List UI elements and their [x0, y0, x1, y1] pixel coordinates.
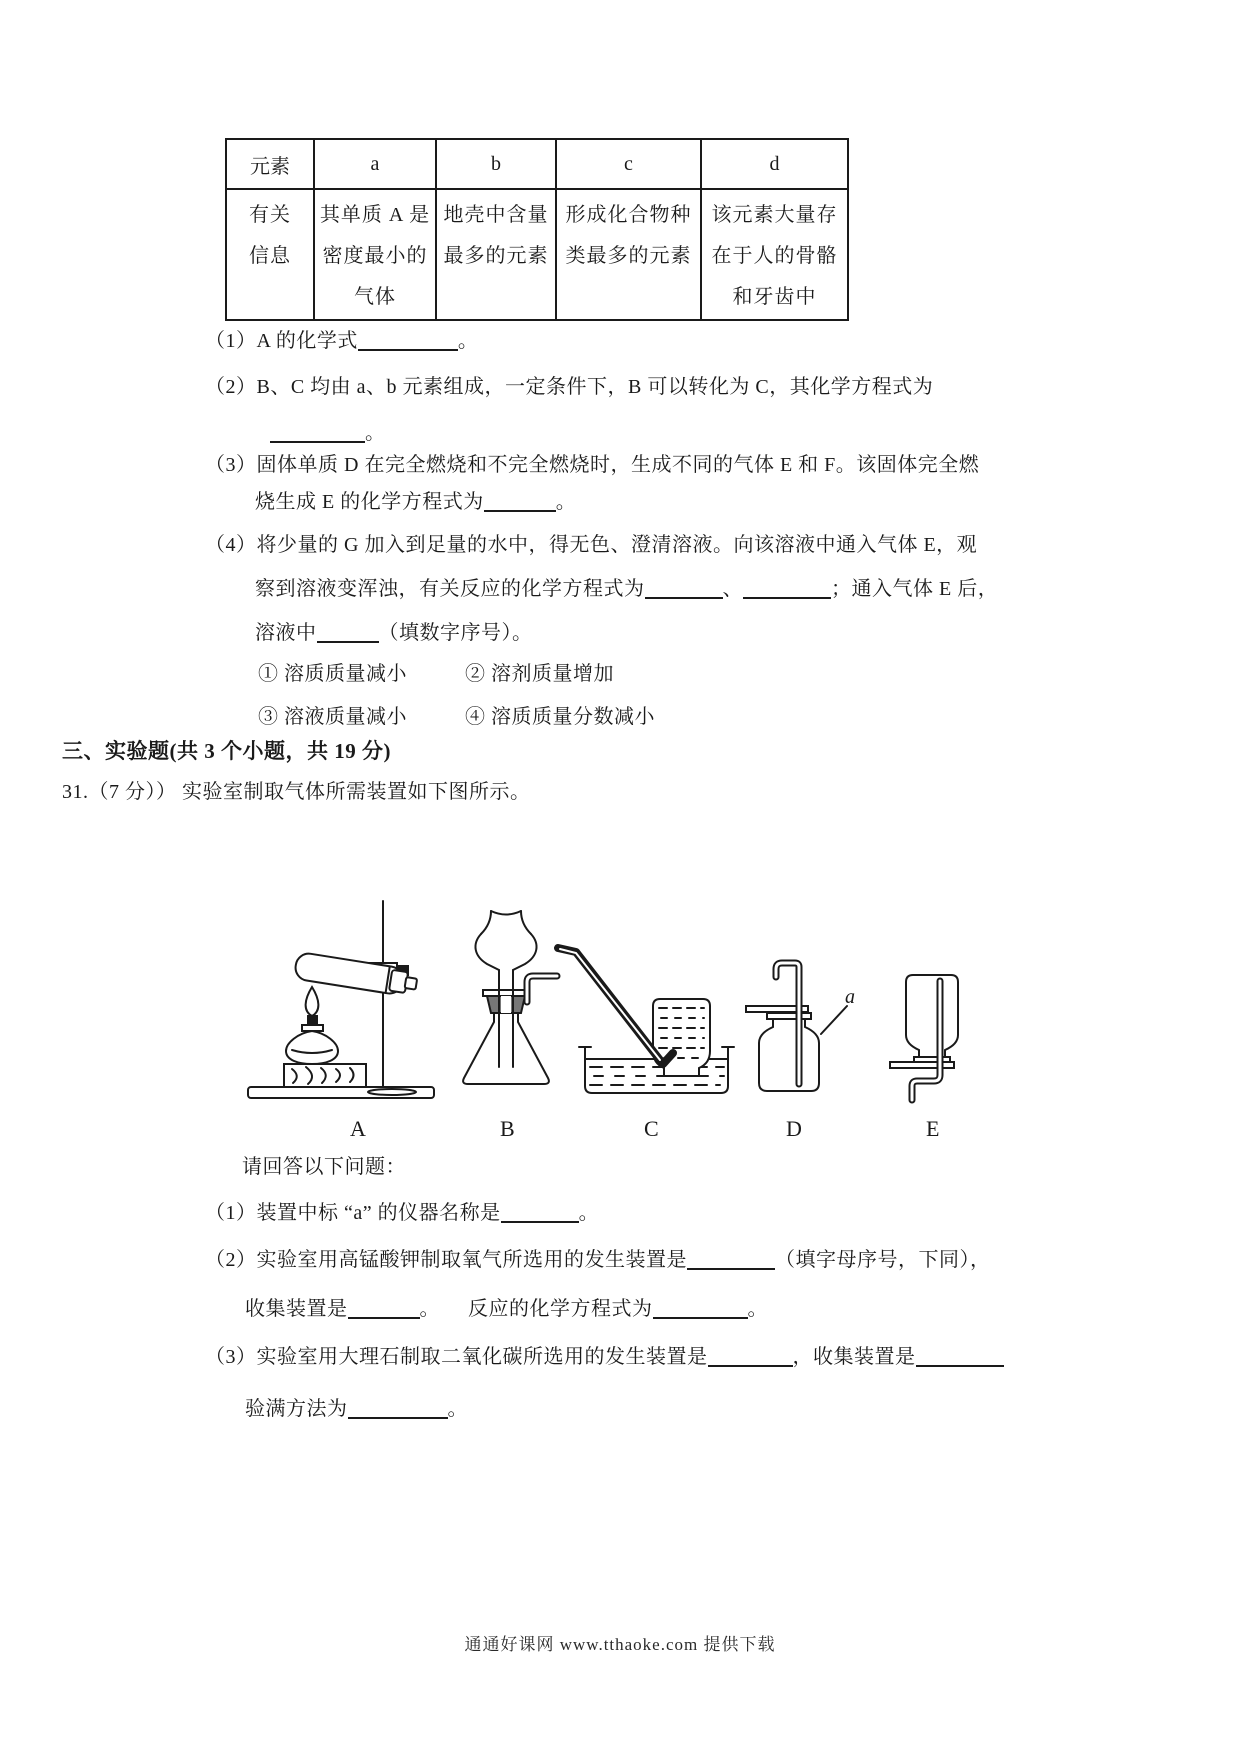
stem-gap	[501, 996, 511, 1013]
answer-blank	[708, 1347, 793, 1367]
water-dashes	[590, 1067, 724, 1085]
info-line: 在于人的骨骼	[711, 245, 838, 267]
q30-part4-text4: 溶液中	[255, 622, 317, 644]
punct: 。	[447, 1398, 468, 1420]
q31-prompt: 请回答以下问题：	[242, 1156, 406, 1178]
answer-blank	[687, 1250, 775, 1270]
info-line: 类最多的元素	[565, 245, 692, 267]
q30-part3-line1	[205, 452, 979, 479]
q31-part2-line1	[205, 1247, 991, 1274]
punct: 。	[457, 330, 479, 352]
header-cell-b: b	[436, 139, 556, 189]
answer-blank	[916, 1347, 1004, 1367]
device-label-C: C	[644, 1116, 659, 1141]
funnel-bulb	[513, 934, 537, 970]
alcohol-lamp	[286, 1031, 338, 1064]
q30-part1	[205, 328, 478, 355]
q31-part3-line2	[245, 1396, 468, 1423]
punct: 。	[365, 422, 386, 444]
device-label-E: E	[926, 1116, 940, 1141]
q31-part2-text3: 收集装置是	[245, 1298, 348, 1320]
q31-part2-text: （2）实验室用高锰酸钾制取氧气所选用的发生装置是	[205, 1249, 687, 1271]
q31-part3-line1	[205, 1344, 1004, 1371]
stand-foot	[368, 1089, 416, 1095]
header-cell-element: 元素	[226, 139, 314, 189]
device-label-A: A	[350, 1116, 366, 1141]
funnel-mouth	[481, 911, 491, 934]
info-line: 气体	[354, 286, 396, 308]
info-cell-d	[701, 189, 848, 320]
table-header-row	[226, 139, 848, 189]
header-cell-a: a	[314, 139, 436, 189]
q30-part2-text: （2）B、C 均由 a、b 元素组成，一定条件下，B 可以转化为 C，其化学方程式为	[205, 376, 934, 398]
q31-part3-text3: 验满方法为	[245, 1398, 348, 1420]
q30-part4-line3	[255, 620, 533, 647]
q31-part2-text4: 反应的化学方程式为	[468, 1298, 653, 1320]
option-1: ① 溶质质量减小	[258, 663, 407, 685]
table-info-row	[226, 189, 848, 320]
info-line: 其单质 A 是	[319, 204, 431, 226]
q30-part2-line2	[270, 420, 386, 447]
info-cell-b	[436, 189, 556, 320]
apparatus-A-heating-setup	[248, 901, 434, 1098]
q30-part4-text3: ；通入气体 E 后，	[831, 578, 999, 600]
punct: 。	[555, 491, 577, 513]
wick	[308, 1016, 317, 1025]
answer-blank	[501, 1203, 579, 1223]
answer-blank	[317, 623, 379, 643]
device-label-B: B	[500, 1116, 515, 1141]
apparatus-D-gas-bottle	[746, 963, 847, 1091]
answer-blank	[270, 423, 365, 443]
punct: 。	[578, 1202, 600, 1224]
device-label-D: D	[786, 1116, 802, 1141]
answer-blank	[348, 1399, 448, 1419]
label-leader-line	[821, 1006, 847, 1034]
q31-part3-text: （3）实验室用大理石制取二氧化碳所选用的发生装置是	[205, 1346, 708, 1368]
punct: 、	[722, 578, 743, 600]
q31-part3-text2: ，收集装置是	[792, 1346, 916, 1368]
flame	[306, 987, 319, 1016]
info-cell-a	[314, 189, 436, 320]
row-label-line: 信息	[249, 245, 291, 267]
row-label-line: 有关	[249, 204, 291, 226]
info-line: 最多的元素	[443, 245, 549, 267]
q30-part4-text2: 察到溶液变浑浊，有关反应的化学方程式为	[255, 578, 645, 600]
bottle-lip	[767, 1013, 811, 1019]
q30-part1-text: （1）A 的化学式	[205, 330, 358, 352]
device-labels-row	[240, 1116, 960, 1146]
punct: 。	[747, 1298, 768, 1320]
answer-blank	[484, 492, 556, 512]
q30-part4-text: （4）将少量的 G 加入到足量的水中，得无色、澄清溶液。向该溶液中通入气体 E，观	[205, 534, 978, 556]
info-line: 地壳中含量	[443, 204, 549, 226]
answer-blank	[653, 1299, 748, 1319]
erlenmeyer-flask	[463, 1013, 549, 1084]
q30-part4-line1	[205, 532, 977, 559]
q31-part2-line2	[245, 1296, 768, 1323]
diagram-pointer-label-a: a	[845, 986, 855, 1008]
q31-part2-text2: （填字母序号，下同），	[775, 1249, 991, 1271]
q30-part4-text5: （填数字序号）。	[378, 622, 533, 644]
apparatus-E-inverted-bottle	[890, 975, 958, 1100]
test-tube	[294, 952, 419, 998]
q30-part4-line2	[255, 576, 998, 603]
funnel-mouth	[521, 911, 531, 934]
q30-options-row1	[258, 661, 614, 688]
gas-bottle	[759, 1019, 819, 1091]
punct: 。	[419, 1298, 440, 1320]
footer-text: 通通好课网 www.tthaoke.com 提供下载	[464, 1635, 776, 1654]
q30-options-row2	[258, 704, 655, 731]
option-2: ② 溶剂质量增加	[465, 663, 614, 685]
q30-part2-line1	[205, 374, 933, 401]
answer-blank	[743, 579, 831, 599]
header-cell-c: c	[556, 139, 701, 189]
elements-table	[225, 138, 849, 321]
info-line: 形成化合物种	[565, 204, 692, 226]
row-label-cell	[226, 189, 314, 320]
funnel-rim	[491, 911, 521, 915]
answer-blank	[348, 1299, 420, 1319]
apparatus-B-flask-thistle-funnel	[463, 911, 557, 1084]
apparatus-C-water-trough	[558, 948, 734, 1093]
header-cell-d: d	[701, 139, 848, 189]
q30-part3-text2: 烧生成 E 的化学方程式为	[255, 491, 484, 513]
q30-part3-text: （3）固体单质 D 在完全燃烧和不完全燃烧时，生成不同的气体 E 和 F。该固体完全燃	[205, 454, 980, 476]
inverted-bottle	[906, 975, 958, 1057]
info-line: 和牙齿中	[732, 286, 817, 308]
answer-blank	[358, 331, 458, 351]
q31-part1-text: （1）装置中标 “a” 的仪器名称是	[205, 1202, 501, 1224]
q30-part3-line2	[255, 489, 576, 516]
option-3: ③ 溶液质量减小	[258, 706, 407, 728]
q31-part1	[205, 1200, 599, 1227]
cover-plate	[890, 1062, 954, 1068]
info-cell-c	[556, 189, 701, 320]
info-line: 该元素大量存	[711, 204, 838, 226]
delivery-tube	[527, 976, 557, 1002]
section-heading: 三、实验题(共 3 个小题，共 19 分)	[62, 739, 391, 763]
info-line: 密度最小的	[322, 245, 428, 267]
delivery-tube-bore	[527, 976, 557, 1002]
q31-intro: 31.（7 分）） 实验室制取气体所需装置如下图所示。	[62, 781, 531, 803]
answer-blank	[645, 579, 723, 599]
option-4: ④ 溶质质量分数减小	[465, 706, 655, 728]
funnel-bulb	[475, 934, 499, 970]
